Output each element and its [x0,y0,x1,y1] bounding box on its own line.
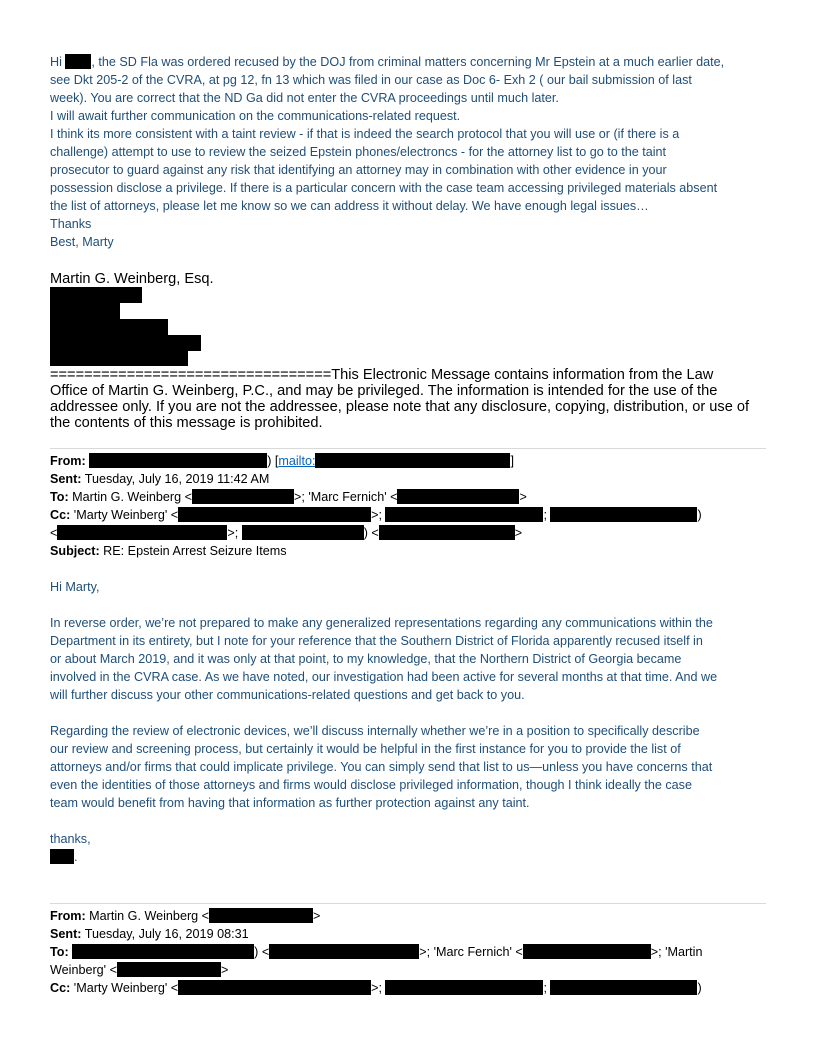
redaction [315,453,510,468]
to-sep: ) < [254,945,270,959]
reply-line: prosecutor to guard against any risk that identifying an attorney may in combination with other evidence in your [50,163,667,177]
sent-value: Tuesday, July 16, 2019 11:42 AM [81,472,270,486]
to-label: To: [50,490,69,504]
to-value: Martin G. Weinberg < [68,490,192,504]
reply-line: challenge) attempt to use to review the seized Epstein phones/electroncs - for the attorney list to go to the taint [50,145,667,159]
to-row-cont [50,961,766,979]
cc-label: Cc: [50,508,71,522]
body-line: Department in its entirety, but I note for your reference that the Southern District of Florida apparently recused itself in [50,634,703,648]
cc-sep: ) < [363,526,379,540]
cc-end: ) [697,981,702,995]
redaction [50,335,201,351]
disclaimer-line: Office of Martin G. Weinberg, P.C., and may be privileged. The information is intended for the use of the [50,383,718,399]
body-line: even the identities of those attorneys and firms would disclose privileged information, though I think ideally the case [50,778,692,792]
body-line: involved in the CVRA case. As we have noted, our investigation had been active for several months at that time. And we [50,670,718,684]
body-line: team would benefit from having that information as further protection against any taint. [50,796,530,810]
to-sep: >; 'Marc Fernich' < [293,490,398,504]
reply-line: I will await further communication on the communications-related request. [50,109,461,123]
disclaimer-line: the contents of this message is prohibited. [50,415,323,431]
to-sep: >; 'Marc Fernich' < [419,945,523,959]
signoff-end: . [74,850,78,864]
body-line: In reverse order, we’re not prepared to make any generalized representations regarding any communications within the [50,616,713,630]
signature-name: Martin G. Weinberg, Esq. [50,271,214,287]
redaction [523,944,651,959]
reply-line: see Dkt 205-2 of the CVRA, at pg 12, fn 13 which was filed in our case as Doc 6- Exh 2 ( our bail submission of last [50,73,692,87]
body-line: attorneys and/or firms that could implicate privilege. You can simply send that list to us—unless you have concerns that [50,760,713,774]
from-sep: ) [ [267,454,279,468]
disclaimer [50,367,766,431]
from-label: From: [50,454,86,468]
email-header [50,452,766,560]
sent-value: Tuesday, July 16, 2019 08:31 [81,927,249,941]
redaction [117,962,221,977]
redaction [50,351,188,366]
redaction [65,54,91,69]
subject-value: RE: Epstein Arrest Seizure Items [99,544,287,558]
redaction [385,980,543,995]
sent-label: Sent: [50,472,82,486]
email-signoff [50,830,766,866]
from-value: Martin G. Weinberg < [85,909,209,923]
sent-row [50,925,766,943]
reply-line [50,53,766,71]
to-sep: >; 'Martin [650,945,703,959]
from-end: ] [510,454,514,468]
cc-sep: < [50,526,58,540]
email-body [50,578,766,596]
email-header [50,907,766,997]
signoff-name [50,848,766,866]
from-row [50,907,766,925]
redaction [209,908,313,923]
subject-row [50,542,766,560]
thanks-text: Thanks [50,217,92,231]
cc-value: 'Marty Weinberg' < [70,508,179,522]
redaction [550,980,697,995]
from-end: > [313,909,321,923]
closing-text: Best, Marty [50,235,114,249]
redaction [89,453,267,468]
cc-row-cont [50,524,766,542]
reply-text: , the SD Fla was ordered recused by the DOJ from criminal matters concerning Mr Epstein at a much earlier date, [91,55,725,69]
mailto-text: mailto: [278,454,316,468]
cc-sep: >; [371,508,382,522]
redaction [385,507,543,522]
redaction [397,489,519,504]
redaction [178,980,371,995]
cc-value: 'Marty Weinberg' < [70,981,179,995]
cc-end: ) [697,508,702,522]
reply-line: week). You are correct that the ND Ga did not enter the CVRA proceedings until much later. [50,91,559,105]
from-row [50,452,766,470]
reply-line: possession disclose a privilege. If there is a particular concern with the case team accessing privileged materials absent [50,181,718,195]
to-end: > [220,963,229,977]
to-label: To: [50,945,69,959]
cc-sep: >; [227,526,239,540]
redaction [242,525,364,540]
cc-sep: >; [371,981,382,995]
redaction [50,849,74,864]
from-label: From: [50,909,86,923]
redaction [178,507,371,522]
sent-label: Sent: [50,927,82,941]
redaction [550,507,697,522]
body-line: or about March 2019, and it was only at that point, to my knowledge, that the Northern District of Georgia became [50,652,682,666]
email-paragraph [50,614,766,704]
sent-row [50,470,766,488]
cc-row [50,979,766,997]
cc-sep: ; [543,981,547,995]
to-row [50,488,766,506]
body-line: Regarding the review of electronic devices, we’ll discuss internally whether we’re in a position to specifically describe [50,724,700,738]
greeting: Hi Marty, [50,580,100,594]
reply-body [50,53,766,251]
redaction [50,303,120,319]
to-row [50,943,766,961]
greeting-text: Hi [50,55,66,69]
redaction [379,525,515,540]
mailto-link[interactable] [278,454,510,468]
disclaimer-line: addressee only. If you are not the addressee, please note that any disclosure, copying, distribution, or use of [50,399,750,415]
signature-redaction-block [50,287,201,366]
email-paragraph [50,722,766,812]
redaction [269,944,419,959]
redaction [72,944,254,959]
reply-line: I think its more consistent with a taint review - if that is indeed the search protocol that you will use or (if there is a [50,127,680,141]
subject-label: Subject: [50,544,100,558]
body-line: our review and screening process, but certainly it would be helpful in the first instance for you to provide the list of [50,742,681,756]
redaction [50,319,168,335]
to-end: > [519,490,527,504]
signoff: thanks, [50,832,91,846]
reply-line: the list of attorneys, please let me know so we can address it without delay. We have enough legal issues… [50,199,649,213]
cc-label: Cc: [50,981,71,995]
redaction [192,489,294,504]
divider [50,448,766,449]
redaction [57,525,227,540]
body-line: will further discuss your other communications-related questions and get back to you. [50,688,525,702]
redaction [50,287,142,303]
cc-sep: ; [543,508,547,522]
to-cont: Weinberg' < [50,963,117,977]
cc-end: > [514,526,523,540]
cc-row [50,506,766,524]
disclaimer-line: =================================This Electronic Message contains information from the Law [50,367,714,383]
divider [50,903,766,904]
